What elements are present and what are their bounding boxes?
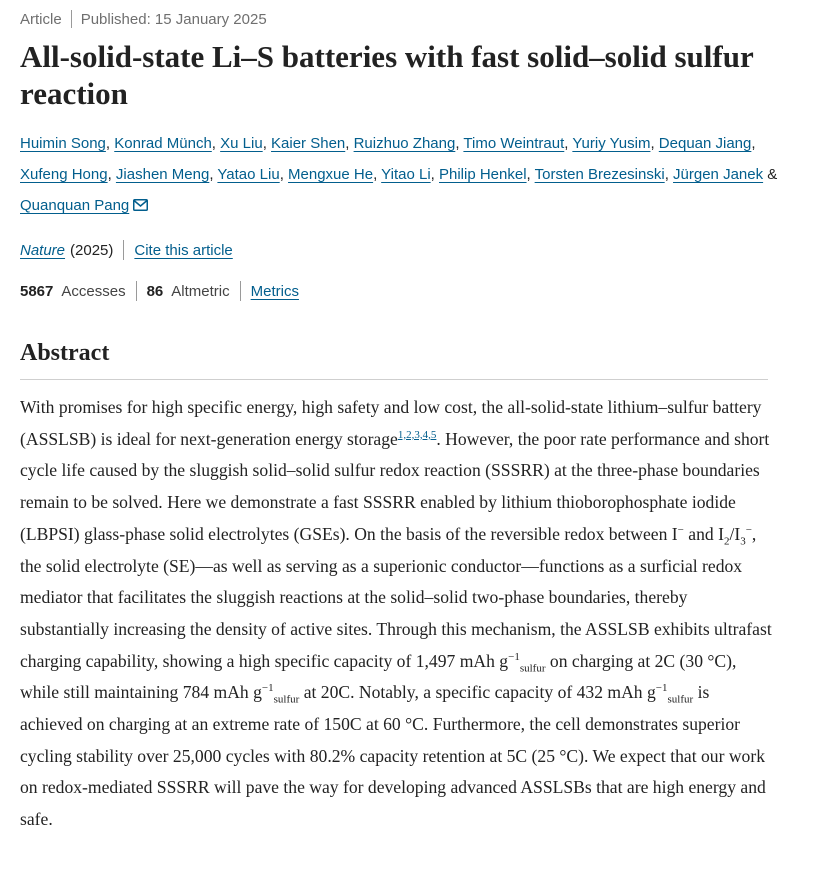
unit-superscript: −1 xyxy=(508,650,520,663)
article-metrics xyxy=(20,281,299,301)
subscript: 3 xyxy=(740,535,746,548)
author-link[interactable]: Jiashen Meng xyxy=(115,166,210,183)
unit-subscript: sulfur xyxy=(519,662,546,675)
unit-subscript: sulfur xyxy=(273,693,300,706)
metrics-divider xyxy=(240,281,241,301)
altmetric-count: 86 xyxy=(146,282,164,300)
author-link[interactable]: Yitao Li xyxy=(381,166,431,183)
author-link[interactable]: Timo Weintraut xyxy=(463,135,565,152)
author-link[interactable]: Yatao Liu xyxy=(217,166,280,183)
article-title: All-solid-state Li–S batteries with fast solid–solid sulfur reaction xyxy=(20,39,754,111)
altmetric-label: Altmetric xyxy=(171,282,230,300)
author-link[interactable]: Mengxue He xyxy=(288,166,374,183)
accesses-label: Accesses xyxy=(61,282,126,300)
superscript: − xyxy=(745,523,752,536)
citation-divider xyxy=(123,240,124,260)
abstract-segment: /I xyxy=(729,523,741,544)
author-link[interactable]: Dequan Jiang xyxy=(658,135,752,152)
author-list: Huimin Song, Konrad Münch, Xu Liu, Kaier Shen, Ruizhuo Zhang, Timo Weintraut, Yuriy Yusim, Dequan Jiang, Xufeng Hong, Jiashen Meng, Yatao Liu, Mengxue He, Yitao Li, Philip Henkel, Torsten Brezesinski, Jürgen Janek & Quanquan Pang xyxy=(20,135,778,214)
journal-link[interactable]: Nature xyxy=(20,241,66,259)
mail-icon[interactable] xyxy=(133,199,148,211)
journal-year: (2025) xyxy=(70,241,114,259)
abstract-segment: is achieved on charging at an extreme rate of 150C at 60 °C. Furthermore, the cell demonstrates superior cycling stability over 25,000 cycles with 80.2% capacity retention at 5C (25 °C). We expect that our work on redox-mediated SSSRR will pave the way for developing advanced ASSLSBs that are high energy and safe. xyxy=(20,682,766,830)
article-meta xyxy=(20,10,267,28)
author-link[interactable]: Jürgen Janek xyxy=(673,166,764,183)
corresponding-author-link[interactable]: Quanquan Pang xyxy=(20,197,130,214)
abstract-segment: , the solid electrolyte (SE)—as well as serving as a superionic conductor—functions as a surficial redox mediator that facilitates the sluggish reactions at the solid–solid two-phase boundaries, thereby substantially increasing the density of active sites. Through this mechanism, the ASSLSB exhibits ultrafast charging capability, showing a high specific capacity of 1,497 mAh g xyxy=(20,523,772,671)
author-link[interactable]: Torsten Brezesinski xyxy=(534,166,665,183)
journal-citation xyxy=(20,240,233,260)
reference-links[interactable]: 1,2,3,4,5 xyxy=(397,428,437,441)
author-link[interactable]: Konrad Münch xyxy=(114,135,212,152)
accesses-count: 5867 xyxy=(20,282,54,300)
metrics-link[interactable]: Metrics xyxy=(250,282,299,300)
author-link[interactable]: Xu Liu xyxy=(220,135,263,152)
abstract-segment: . However, the poor rate performance and short cycle life caused by the sluggish solid–solid sulfur redox reaction (SSSRR) at the three-phase boundaries remain to be solved. Here we demonstrate a fast SSSRR enabled by lithium thioborophosphate iodide (LBPSI) glass-phase solid electrolytes (GSEs). On the basis of the reversible redox between I xyxy=(20,428,770,544)
unit-subscript: sulfur xyxy=(667,693,694,706)
cite-article-link[interactable]: Cite this article xyxy=(134,241,233,259)
abstract-segment: at 20C. Notably, a specific capacity of 432 mAh g xyxy=(299,682,656,703)
abstract-heading: Abstract xyxy=(20,340,110,366)
meta-divider xyxy=(71,10,72,28)
author-link[interactable]: Yuriy Yusim xyxy=(572,135,651,152)
subscript: 2 xyxy=(723,535,730,548)
publish-date: Published: 15 January 2025 xyxy=(80,10,267,28)
unit-superscript: −1 xyxy=(261,682,274,695)
abstract-segment: and I xyxy=(683,523,724,544)
author-link[interactable]: Huimin Song xyxy=(20,135,106,152)
unit-superscript: −1 xyxy=(655,682,668,695)
abstract-segment: on charging at 2C (30 °C), while still maintaining 784 mAh g xyxy=(20,650,737,703)
superscript: − xyxy=(677,523,684,536)
author-link[interactable]: Philip Henkel xyxy=(439,166,527,183)
author-link[interactable]: Xufeng Hong xyxy=(20,166,108,183)
abstract-segment: With promises for high specific energy, high safety and low cost, the all-solid-state lithium–sulfur battery (ASSLSB) is ideal for next-generation energy storage xyxy=(20,397,762,449)
author-link[interactable]: Kaier Shen xyxy=(271,135,346,152)
metrics-divider xyxy=(136,281,137,301)
article-type: Article xyxy=(20,10,62,28)
author-link[interactable]: Ruizhuo Zhang xyxy=(353,135,456,152)
abstract-text xyxy=(20,392,775,836)
author-conjunction: & xyxy=(767,166,778,183)
section-divider xyxy=(20,379,768,380)
